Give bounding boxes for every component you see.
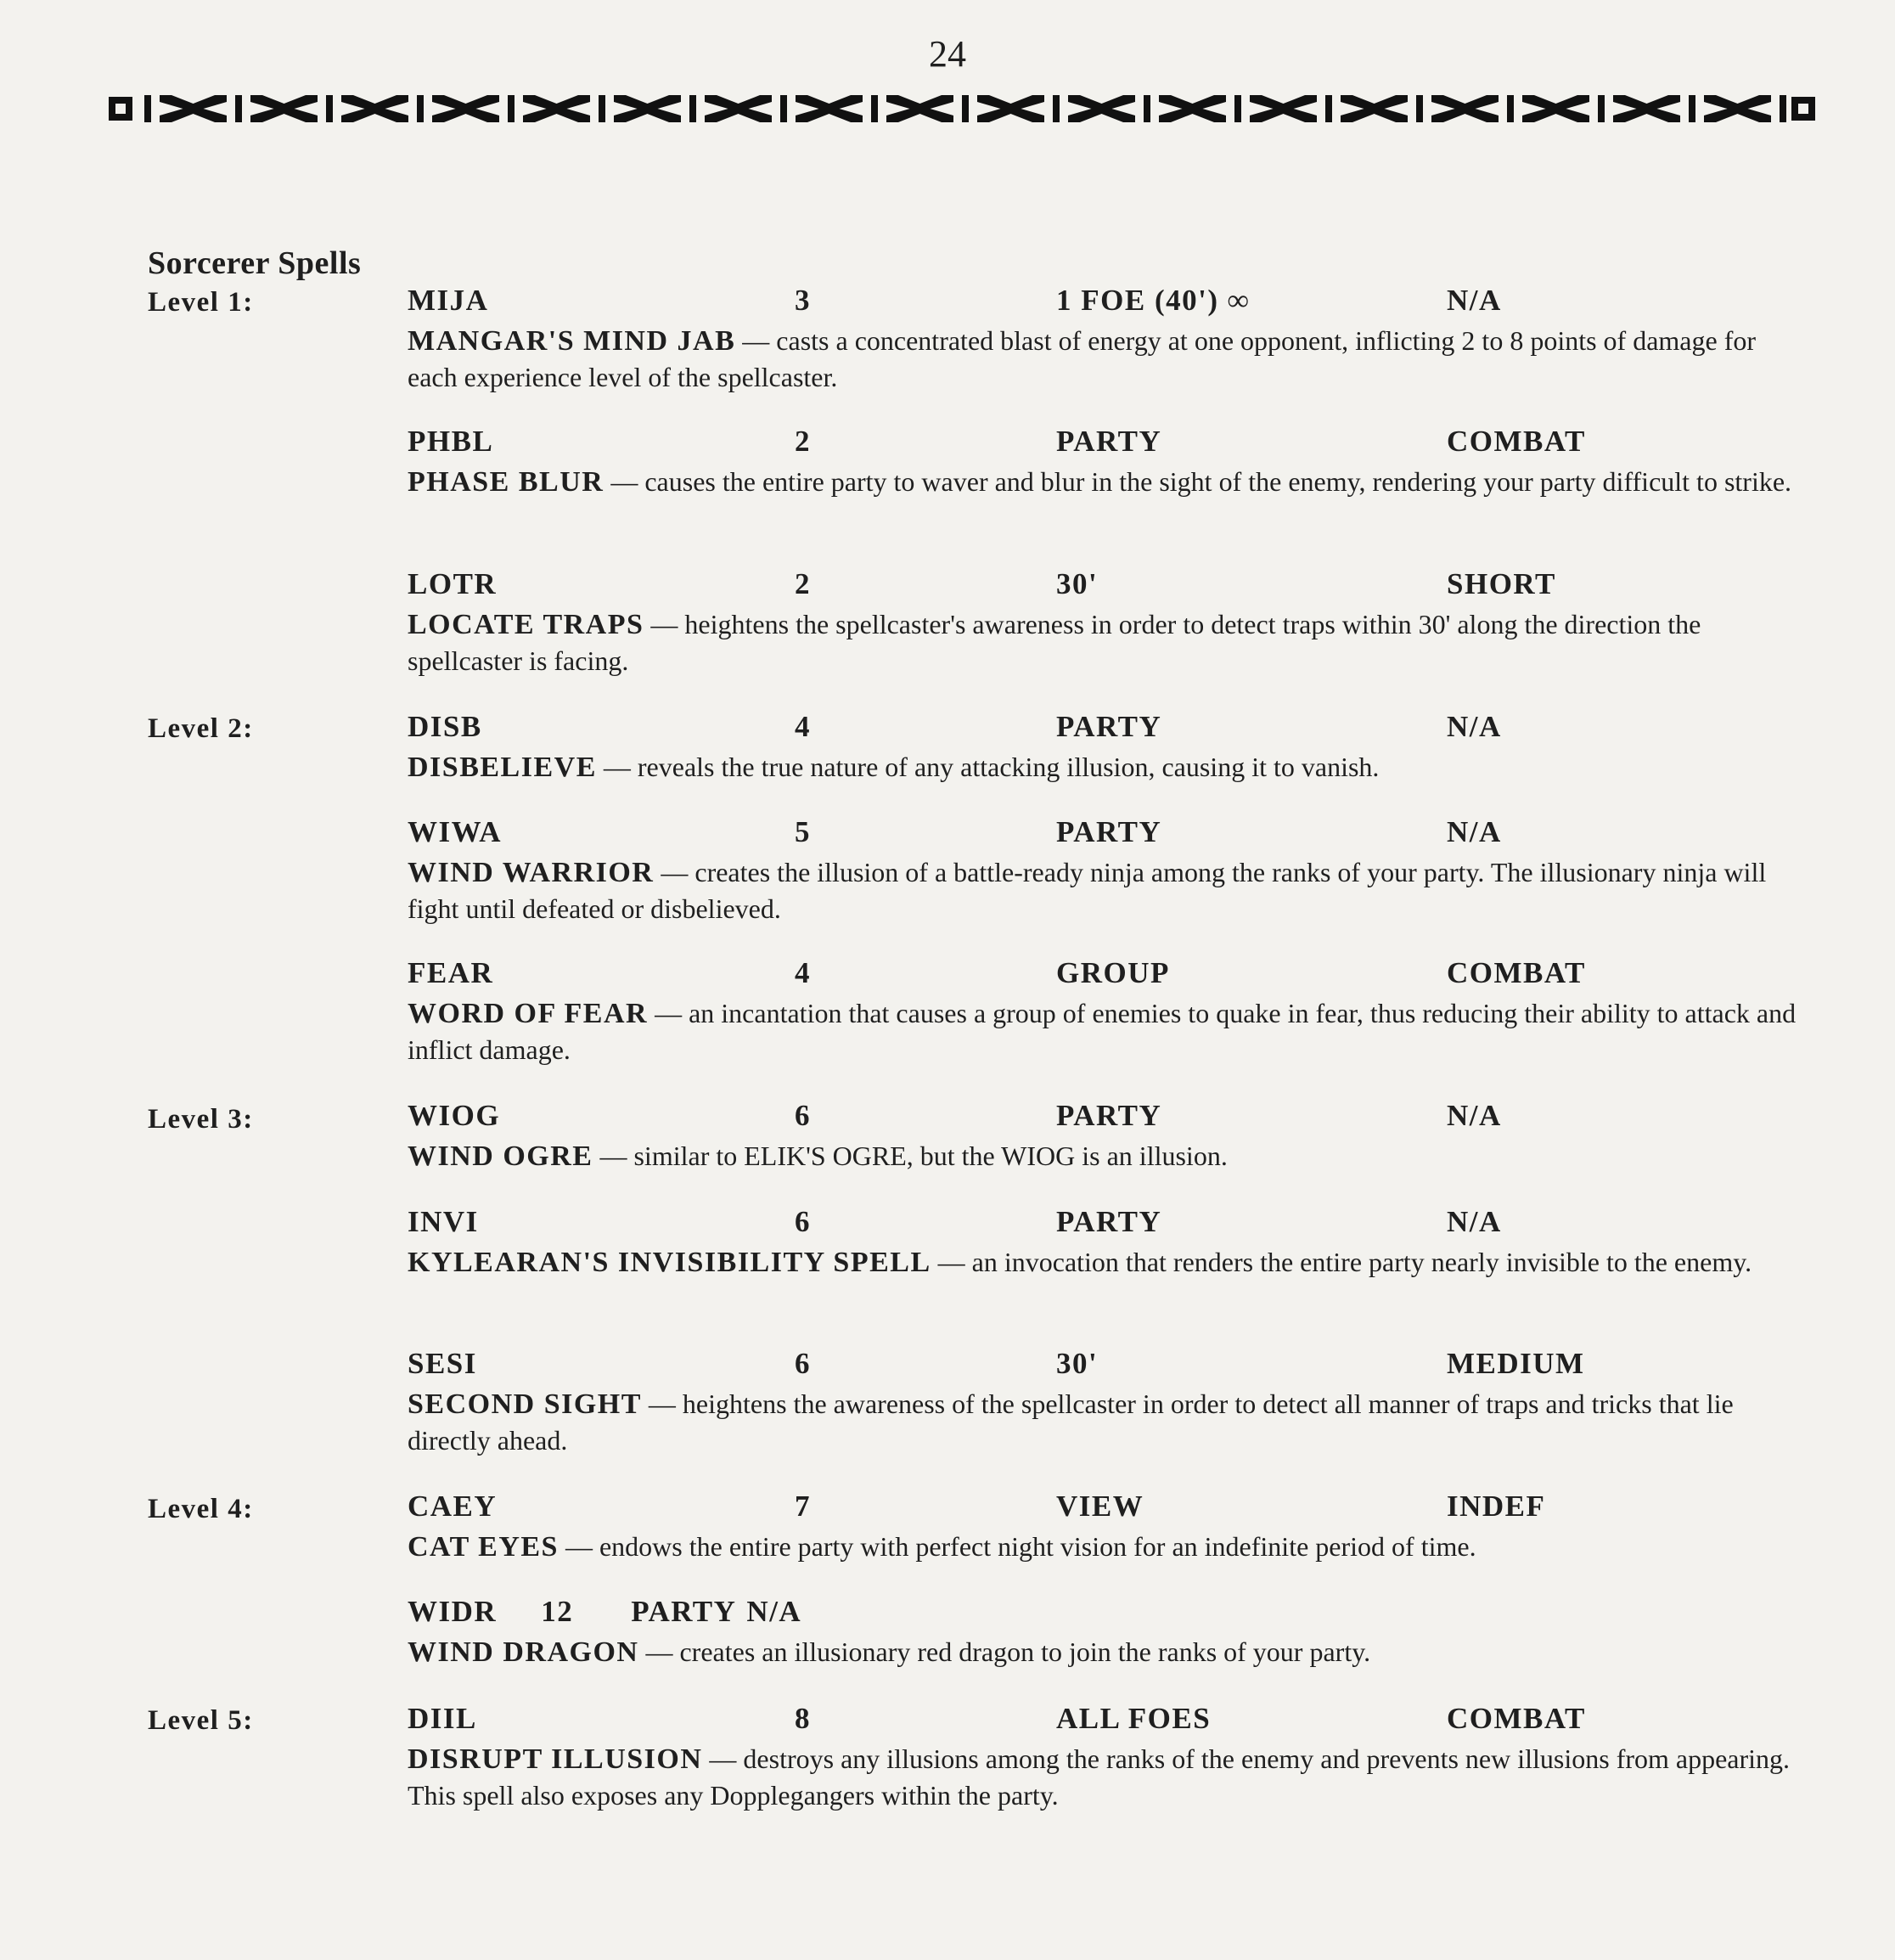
spell-name: MANGAR'S MIND JAB bbox=[408, 325, 736, 357]
spell-entry bbox=[408, 1205, 1808, 1281]
spell-duration: N/A bbox=[1447, 815, 1502, 848]
spell-desc-text: — similar to ELIK'S OGRE, but the WIOG is an illusion. bbox=[593, 1141, 1228, 1171]
spell-code: WIOG bbox=[408, 1099, 501, 1132]
spell-desc-text: — an invocation that renders the entire party nearly invisible to the enemy. bbox=[931, 1247, 1752, 1277]
spell-range: ALL FOES bbox=[1056, 1702, 1212, 1735]
spell-range: VIEW bbox=[1056, 1490, 1144, 1523]
spell-description bbox=[408, 995, 1808, 1068]
spell-stats bbox=[408, 567, 1808, 606]
spell-range: 30' bbox=[1056, 1347, 1099, 1380]
spell-cost: 12 bbox=[541, 1595, 574, 1628]
spell-desc-text: — heightens the spellcaster's awareness in order to detect traps within 30' along the direction the spellcaster is facing. bbox=[408, 609, 1701, 676]
spell-name: DISBELIEVE bbox=[408, 752, 597, 783]
spell-name: WIND DRAGON bbox=[408, 1636, 639, 1668]
spell-desc-text: — endows the entire party with perfect night vision for an indefinite period of time. bbox=[558, 1531, 1476, 1562]
spell-duration: COMBAT bbox=[1447, 425, 1586, 458]
spell-cost: 6 bbox=[795, 1099, 811, 1132]
spell-stats bbox=[408, 956, 1808, 995]
spell-stats bbox=[408, 1702, 1808, 1741]
spell-range: PARTY bbox=[1056, 425, 1162, 458]
spell-range: PARTY bbox=[1056, 710, 1162, 743]
level-label-2: Level 2: bbox=[148, 713, 254, 744]
spell-stats bbox=[408, 1205, 1808, 1244]
spell-stats bbox=[408, 1347, 1808, 1386]
spell-duration: N/A bbox=[746, 1595, 802, 1628]
spell-description bbox=[408, 854, 1808, 927]
spell-range: PARTY bbox=[631, 1595, 737, 1628]
spell-entry bbox=[408, 1702, 1808, 1814]
spell-description bbox=[408, 1634, 1808, 1670]
spell-entry bbox=[408, 284, 1808, 396]
spell-cost: 5 bbox=[795, 815, 811, 848]
spell-code: WIDR bbox=[408, 1595, 498, 1628]
spell-entry bbox=[408, 1490, 1808, 1565]
spell-description bbox=[408, 606, 1808, 679]
spell-stats bbox=[408, 1595, 1808, 1634]
spell-cost: 8 bbox=[795, 1702, 811, 1735]
spell-cost: 2 bbox=[795, 567, 811, 600]
spell-desc-text: — creates an illusionary red dragon to join the ranks of your party. bbox=[638, 1636, 1371, 1667]
spell-duration: N/A bbox=[1447, 710, 1502, 743]
spell-stats bbox=[408, 1099, 1808, 1138]
spell-range: PARTY bbox=[1056, 1099, 1162, 1132]
spell-entry bbox=[408, 1099, 1808, 1174]
level-label-4: Level 4: bbox=[148, 1494, 254, 1524]
spell-code: FEAR bbox=[408, 956, 494, 989]
spell-code: DISB bbox=[408, 710, 482, 743]
level-label-5: Level 5: bbox=[148, 1705, 254, 1736]
spell-desc-text: — reveals the true nature of any attacking illusion, causing it to vanish. bbox=[596, 752, 1380, 782]
spell-entry bbox=[408, 567, 1808, 679]
spell-entry bbox=[408, 425, 1808, 500]
spell-stats bbox=[408, 1490, 1808, 1529]
spell-description bbox=[408, 464, 1808, 500]
spell-desc-text: — creates the illusion of a battle-ready ninja among the ranks of your party. The illusionary ninja will fight until defeated or disbelieved. bbox=[408, 857, 1767, 924]
page-number: 24 bbox=[929, 33, 966, 75]
spell-entry bbox=[408, 710, 1808, 786]
spell-code: LOTR bbox=[408, 567, 498, 600]
level-label-3: Level 3: bbox=[148, 1104, 254, 1135]
spell-code: WIWA bbox=[408, 815, 503, 848]
spell-desc-text: — causes the entire party to waver and blur in the sight of the enemy, rendering your party difficult to strike. bbox=[604, 466, 1792, 497]
spell-entry bbox=[408, 956, 1808, 1068]
spell-cost: 4 bbox=[795, 956, 811, 989]
spell-range: 1 FOE (40') ∞ bbox=[1056, 284, 1251, 317]
spell-entry bbox=[408, 1595, 1808, 1670]
spell-stats bbox=[408, 425, 1808, 464]
spell-cost: 6 bbox=[795, 1347, 811, 1380]
spell-name: SECOND SIGHT bbox=[408, 1388, 642, 1420]
spell-name: WORD OF FEAR bbox=[408, 998, 649, 1029]
spell-entry bbox=[408, 1347, 1808, 1459]
spell-duration: INDEF bbox=[1447, 1490, 1546, 1523]
spell-code: CAEY bbox=[408, 1490, 498, 1523]
spell-desc-text: — heightens the awareness of the spellcaster in order to detect all manner of traps and tricks that lie directly ahead. bbox=[408, 1388, 1734, 1456]
spell-code: MIJA bbox=[408, 284, 489, 317]
spell-name: LOCATE TRAPS bbox=[408, 609, 644, 640]
spell-description bbox=[408, 1244, 1808, 1281]
spell-description bbox=[408, 749, 1808, 786]
spell-name: WIND OGRE bbox=[408, 1141, 593, 1172]
spell-name: CAT EYES bbox=[408, 1531, 559, 1563]
spell-code: INVI bbox=[408, 1205, 479, 1238]
spell-cost: 6 bbox=[795, 1205, 811, 1238]
spell-range: 30' bbox=[1056, 567, 1099, 600]
spell-cost: 2 bbox=[795, 425, 811, 458]
spell-range: PARTY bbox=[1056, 1205, 1162, 1238]
decorative-border bbox=[109, 85, 1815, 132]
spell-duration: SHORT bbox=[1447, 567, 1556, 600]
spell-description bbox=[408, 1529, 1808, 1565]
spell-cost: 7 bbox=[795, 1490, 811, 1523]
spell-description bbox=[408, 1138, 1808, 1174]
spell-code: DIIL bbox=[408, 1702, 477, 1735]
spell-description bbox=[408, 1386, 1808, 1459]
spell-duration: N/A bbox=[1447, 1205, 1502, 1238]
spell-stats bbox=[408, 284, 1808, 323]
spell-range: GROUP bbox=[1056, 956, 1170, 989]
spell-duration: COMBAT bbox=[1447, 1702, 1586, 1735]
spell-stats bbox=[408, 710, 1808, 749]
section-title: Sorcerer Spells bbox=[148, 245, 362, 281]
spell-cost: 4 bbox=[795, 710, 811, 743]
level-label-1: Level 1: bbox=[148, 287, 254, 318]
spell-duration: MEDIUM bbox=[1447, 1347, 1585, 1380]
spell-duration: N/A bbox=[1447, 284, 1502, 317]
spell-name: DISRUPT ILLUSION bbox=[408, 1743, 703, 1775]
spell-description bbox=[408, 323, 1808, 396]
spell-duration: N/A bbox=[1447, 1099, 1502, 1132]
spell-duration: COMBAT bbox=[1447, 956, 1586, 989]
spell-name: PHASE BLUR bbox=[408, 466, 604, 498]
spell-code: PHBL bbox=[408, 425, 494, 458]
spell-name: WIND WARRIOR bbox=[408, 857, 655, 888]
spell-cost: 3 bbox=[795, 284, 811, 317]
spell-entry bbox=[408, 815, 1808, 927]
spell-name: KYLEARAN'S INVISIBILITY SPELL bbox=[408, 1247, 931, 1278]
spell-desc-text: — destroys any illusions among the ranks of the enemy and prevents new illusions from appearing. This spell also exposes any Dopplegangers within the party. bbox=[408, 1743, 1791, 1811]
spell-description bbox=[408, 1741, 1808, 1814]
spell-range: PARTY bbox=[1056, 815, 1162, 848]
spell-stats bbox=[408, 815, 1808, 854]
spell-desc-text: — an incantation that causes a group of enemies to quake in fear, thus reducing their ability to attack and inflict damage. bbox=[408, 998, 1797, 1065]
spell-desc-text: — casts a concentrated blast of energy at one opponent, inflicting 2 to 8 points of damage for each experience level of the spellcaster. bbox=[408, 325, 1757, 392]
spell-code: SESI bbox=[408, 1347, 477, 1380]
